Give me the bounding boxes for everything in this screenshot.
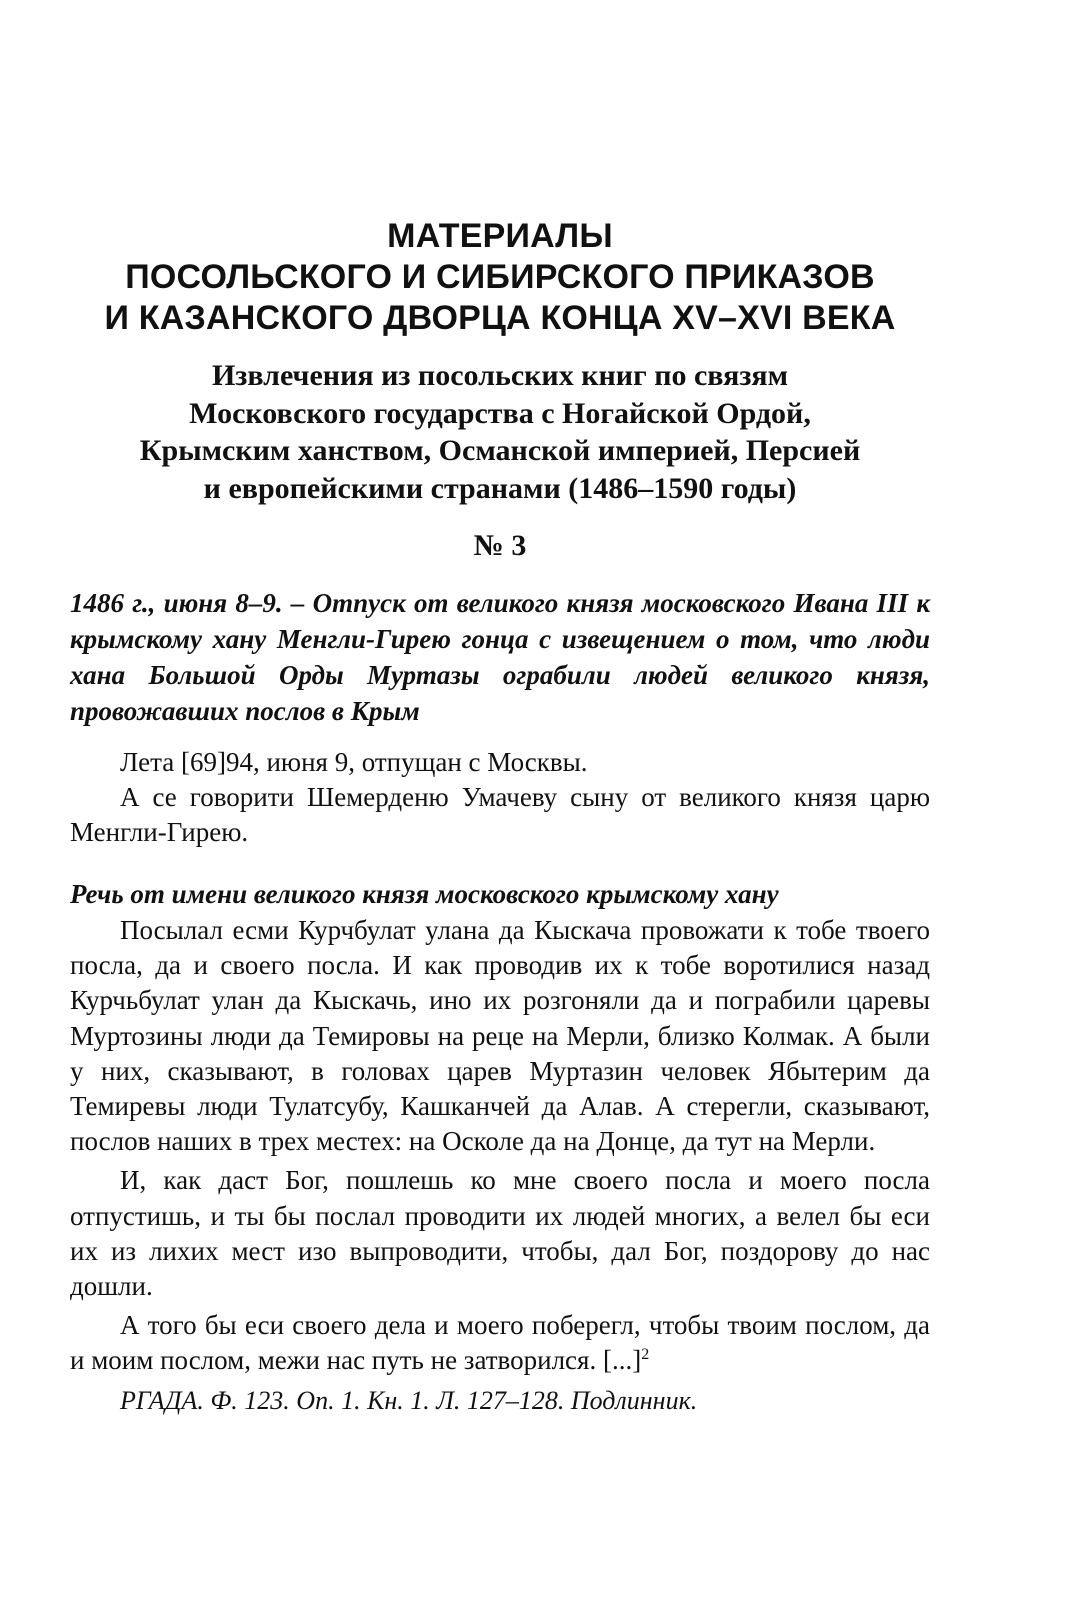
speech-body	[70, 913, 930, 1383]
collection-subtitle-line: и европейскими странами (1486–1590 годы)	[203, 471, 797, 505]
speech-heading: Речь от имени великого князя московского крымскому хану	[70, 879, 779, 909]
collection-subtitle	[70, 357, 930, 507]
intro-paragraph: Лета [69]94, июня 9, отпущан с Москвы.	[120, 747, 588, 777]
collection-title	[70, 216, 930, 339]
document-heading: 1486 г., июня 8–9. – Отпуск от великого князя московского Ивана III к крымскому хану Менгли-Гирею гонца с извещением о том, что люди хана Большой Орды Муртазы ограбили людей великого князя, провожавших послов в Крым	[70, 588, 930, 726]
collection-subtitle-line: Московского государства с Ногайской Ордой,	[189, 396, 811, 430]
document-intro	[70, 745, 930, 850]
intro-paragraph: А се говорити Шемерденю Умачеву сыну от великого князя царю Менгли-Гирею.	[70, 782, 930, 847]
collection-subtitle-line: Крымским ханством, Османской империей, Персией	[139, 434, 861, 467]
speech-paragraph: Посылал есми Курчбулат улана да Кыскача провожати к тобе твоего посла, да и своего посла. И как проводив их к тобе воротилися назад Курчьбулат улан да Кыскачь, ино их розгоняли да и пограбили царевы Муртозины люди да Темировы на реце на Мерли, близко Колмак. А были у них, сказывают, в головах царев Муртазин человек Ябытерим да Темиревы люди Тулатсубу, Кашканчей да Алав. А стерегли, сказывают, послов наших в трех местех: на Осколе да на Донце, да тут на Мерли.	[70, 915, 930, 1157]
collection-subtitle-line: Извлечения из посольских книг по связям	[211, 359, 789, 392]
collection-title-line: И КАЗАНСКОГО ДВОРЦА КОНЦА XV–XVI ВЕКА	[104, 299, 896, 337]
speech-paragraph: И, как даст Бог, пошлешь ко мне своего посла и моего посла отпустишь, и ты бы послал проводити их людей многих, а велел бы еси их из лихих мест изо выпроводити, чтобы, дал Бог, поздорову до нас дошли.	[70, 1165, 930, 1302]
speech-paragraph-last	[70, 1308, 930, 1378]
document-number: № 3	[473, 529, 527, 562]
footnote-mark: 2	[641, 1346, 650, 1364]
speech-paragraph-text: А того бы еси своего дела и моего поберегл, чтобы твоим послом, да и моим послом, межи нас путь не затворился. [...]	[70, 1310, 930, 1376]
archive-source: РГАДА. Ф. 123. Оп. 1. Кн. 1. Л. 127–128. Подлинник.	[120, 1386, 698, 1415]
collection-title-line: ПОСОЛЬСКОГО И СИБИРСКОГО ПРИКАЗОВ	[125, 258, 875, 296]
collection-title-line: МАТЕРИАЛЫ	[387, 217, 613, 255]
